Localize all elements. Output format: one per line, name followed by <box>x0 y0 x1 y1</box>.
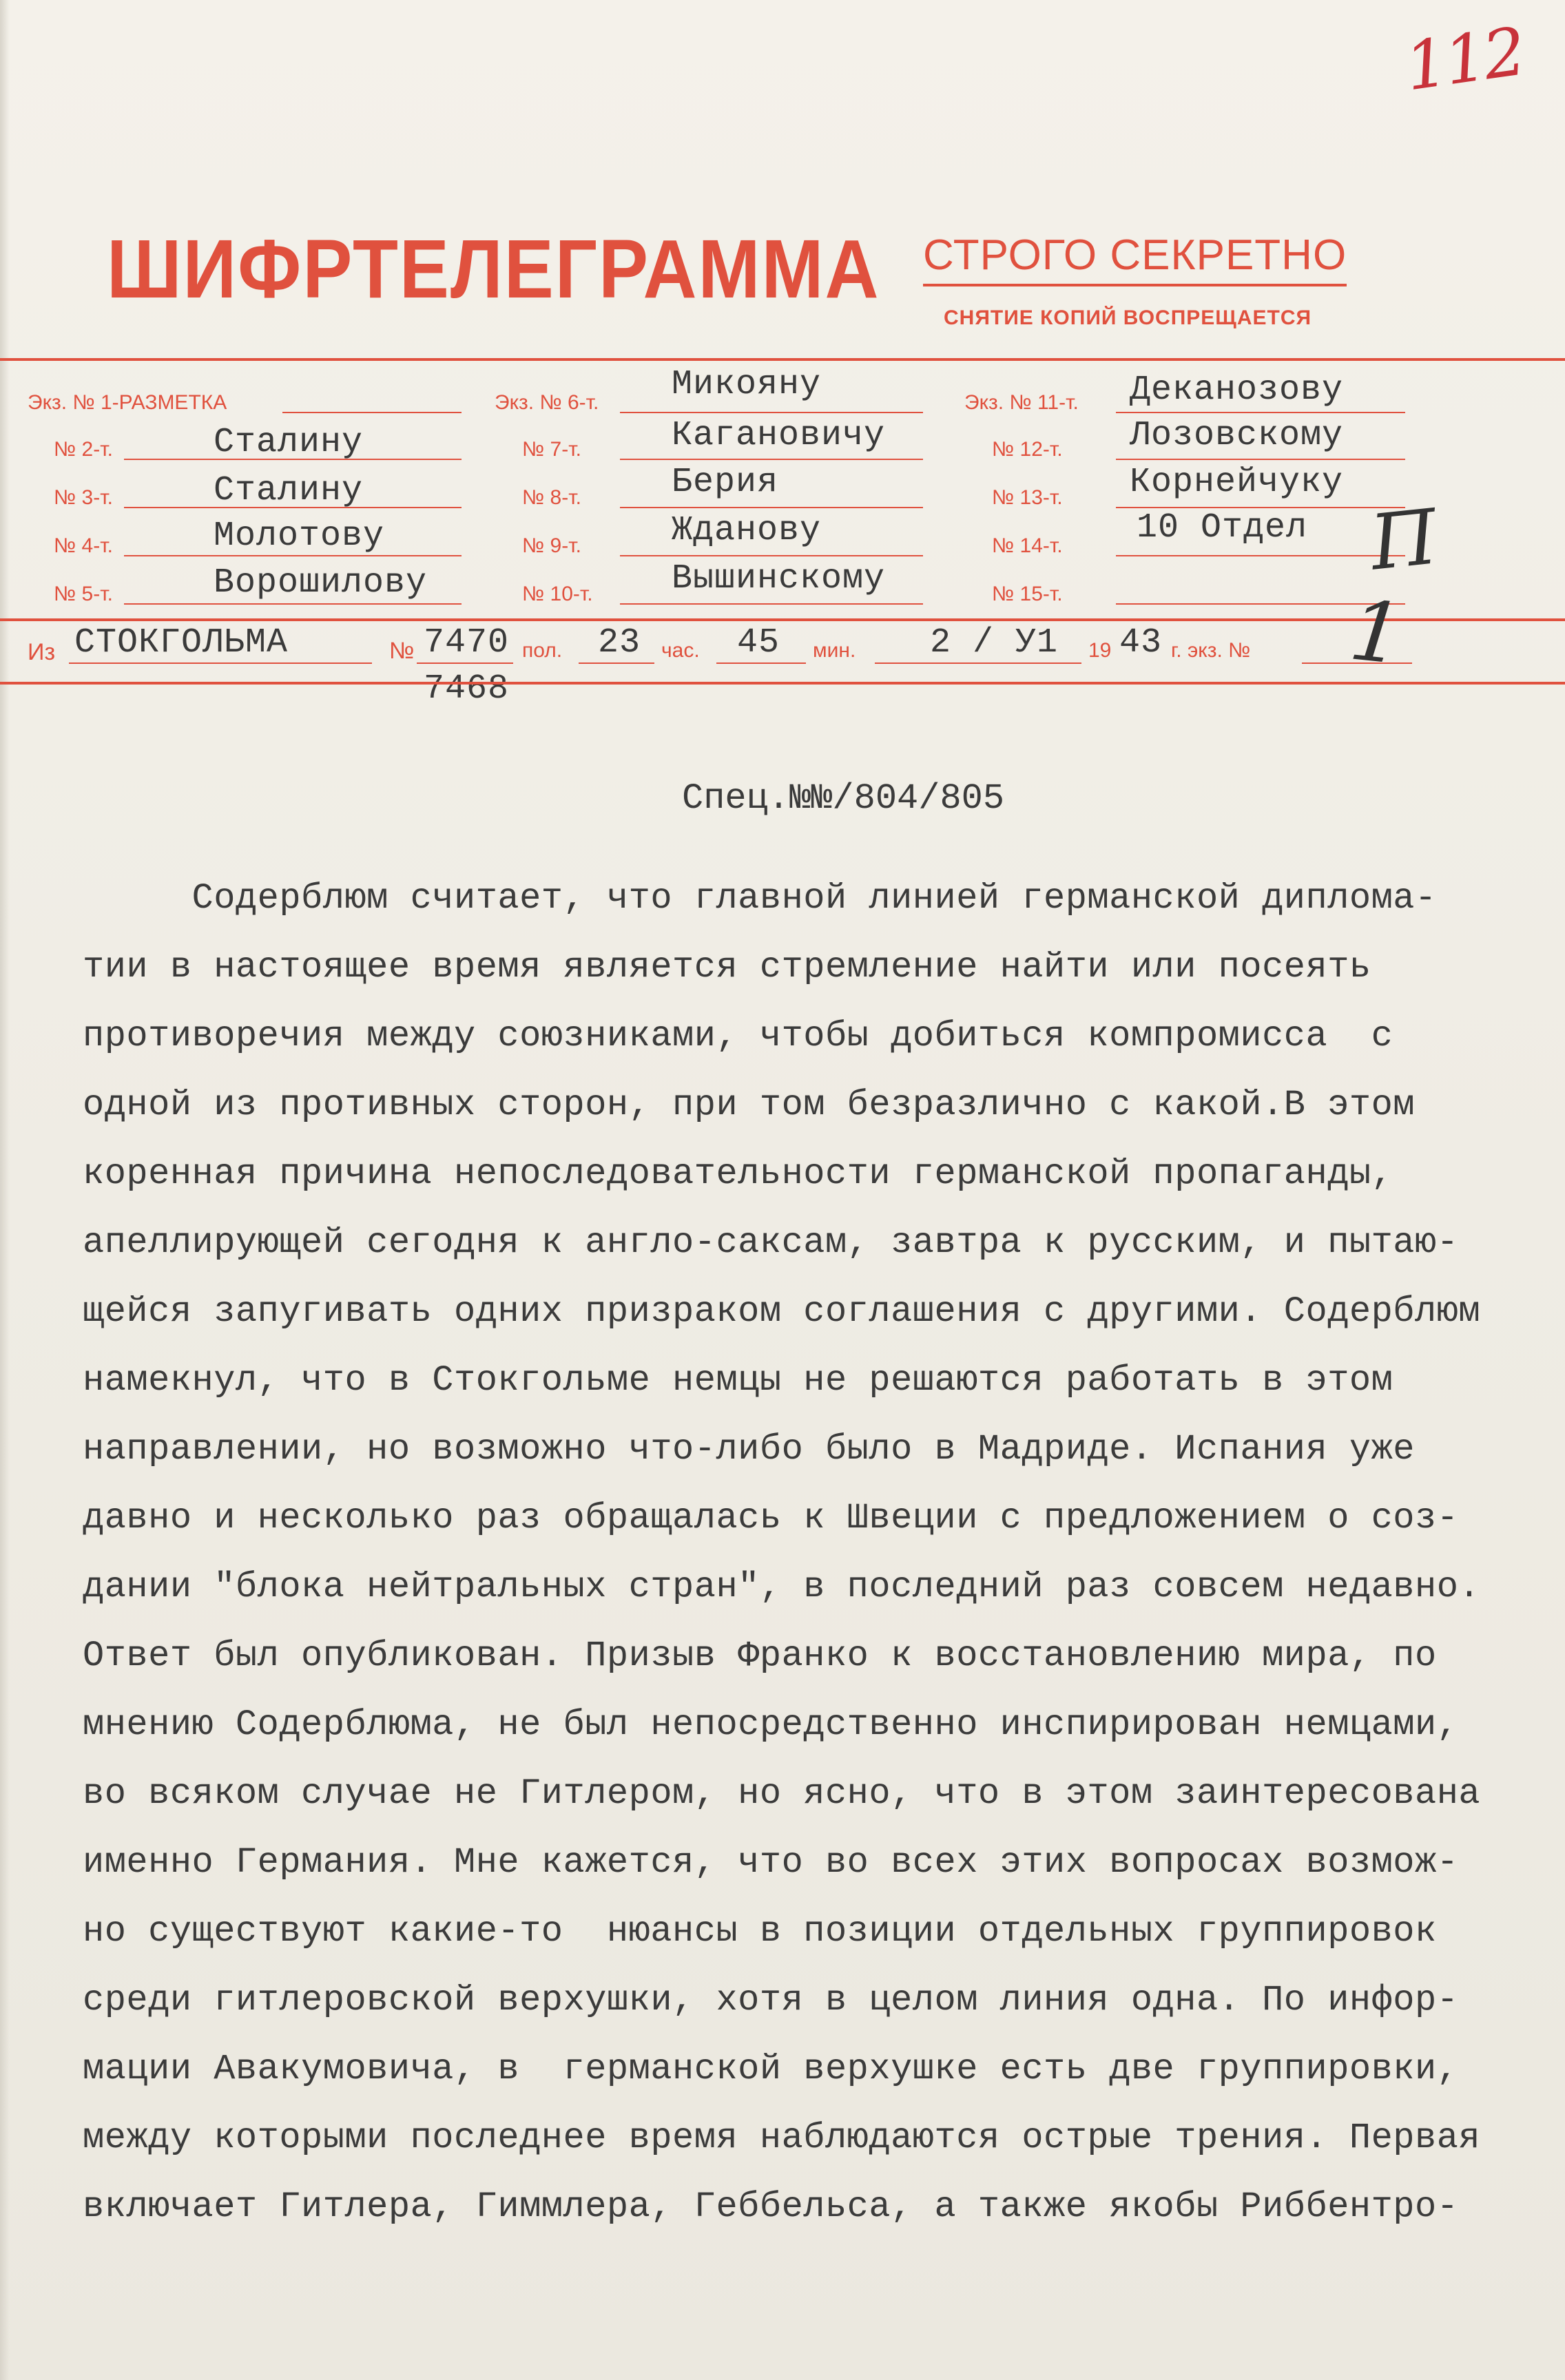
dist-recipient: Лозовскому <box>1130 416 1344 455</box>
from-label: Из <box>28 639 56 665</box>
dist-label: № 7-т. <box>522 438 581 461</box>
dist-underline <box>1116 412 1405 413</box>
classification-stamp: СТРОГО СЕКРЕТНО <box>923 231 1347 286</box>
body-line: дании "блока нейтральных стран", в последний раз совсем недавно. <box>83 1567 1481 1607</box>
dist-underline <box>124 507 462 508</box>
received-date: 2 / У1 <box>930 623 1059 662</box>
dist-recipient: Жданову <box>672 511 822 550</box>
minute-underline <box>716 662 806 664</box>
body-line: коренная причина непоследовательности германской пропаганды, <box>83 1154 1393 1194</box>
dist-underline <box>124 459 462 460</box>
dist-label: Экз. № 1-РАЗМЕТКА <box>28 391 227 414</box>
handwritten-mark: П <box>1366 492 1442 587</box>
body-line: противоречия между союзниками, чтобы добиться компромисса с <box>83 1016 1393 1056</box>
received-hour: 23 <box>598 623 641 662</box>
dist-underline <box>620 459 923 460</box>
body-line: направлении, но возможно что-либо было в Мадриде. Испания уже <box>83 1429 1416 1470</box>
dist-underline <box>1116 459 1405 460</box>
dist-underline <box>620 603 923 605</box>
body-line: включает Гитлера, Гиммлера, Геббельса, а также якобы Риббентро- <box>83 2186 1459 2227</box>
form-divider-middle <box>0 618 1565 621</box>
received-minute: 45 <box>737 623 780 662</box>
dist-underline <box>282 412 462 413</box>
dist-label: № 5-т. <box>54 583 113 605</box>
dist-recipient: Ворошилову <box>214 563 428 603</box>
dist-recipient: Деканозову <box>1130 370 1344 410</box>
page-edge-shadow <box>0 0 10 2380</box>
hour-underline <box>579 662 654 664</box>
dist-label: № 3-т. <box>54 486 113 509</box>
hour-label: час. <box>661 639 700 662</box>
dist-underline <box>1116 555 1405 556</box>
date-underline <box>875 662 1081 664</box>
dist-underline <box>124 555 462 556</box>
dist-recipient: Корнейчуку <box>1130 463 1344 502</box>
number-label: № <box>389 638 415 664</box>
year-prefix: 19 <box>1088 639 1112 662</box>
dist-underline <box>620 555 923 556</box>
dist-label: № 9-т. <box>522 534 581 557</box>
dist-label: № 13-т. <box>992 486 1063 509</box>
body-line: Ответ был опубликован. Призыв Франко к восстановлению мира, по <box>83 1636 1437 1676</box>
dist-recipient: Молотову <box>214 516 385 556</box>
copy-prohibition-notice: СНЯТИЕ КОПИЙ ВОСПРЕЩАЕТСЯ <box>944 306 1312 329</box>
spec-number-line: Спец.№№/804/805 <box>682 778 1005 819</box>
dist-label: Экз. № 6-т. <box>495 391 599 414</box>
dist-label: № 12-т. <box>992 438 1063 461</box>
dist-label: № 14-т. <box>992 534 1063 557</box>
dist-recipient: Вышинскому <box>672 559 886 598</box>
body-line: давно и несколько раз обращалась к Швеции с предложением о соз- <box>83 1498 1459 1538</box>
dist-recipient: Микояну <box>672 365 822 404</box>
dist-label: № 4-т. <box>54 534 113 557</box>
body-line: Содерблюм считает, что главной линией германской диплома- <box>83 878 1437 919</box>
dist-recipient: Кагановичу <box>672 416 886 455</box>
body-line: среди гитлеровской верхушки, хотя в целом линия одна. По инфор- <box>83 1980 1459 2021</box>
message-number: 7470 <box>424 623 510 662</box>
received-year: 43 <box>1119 623 1163 662</box>
dist-recipient: 10 Отдел <box>1137 508 1308 547</box>
minute-label: мин. <box>813 639 856 662</box>
dist-label: № 2-т. <box>54 438 113 461</box>
dist-underline <box>124 603 462 605</box>
body-line: одной из противных сторон, при том безразлично с какой.В этом <box>83 1085 1416 1125</box>
dist-label: № 10-т. <box>522 583 593 605</box>
dist-label: № 15-т. <box>992 583 1063 605</box>
copy-number-handwritten: 1 <box>1345 583 1408 684</box>
form-title: ШИФРТЕЛЕГРАММА <box>107 222 880 315</box>
dist-label: Экз. № 11-т. <box>964 391 1079 414</box>
dist-recipient: Сталину <box>214 423 364 462</box>
dist-label: № 8-т. <box>522 486 581 509</box>
body-line: но существуют какие-то нюансы в позиции отдельных группировок <box>83 1911 1437 1952</box>
body-line: именно Германия. Мне кажется, что во всех этих вопросах возмож- <box>83 1842 1459 1883</box>
form-divider-bottom <box>0 682 1565 685</box>
body-line: мнению Содерблюма, не был непосредственно инспирирован немцами, <box>83 1704 1459 1745</box>
body-line: намекнул, что в Стокгольме немцы не решаются работать в этом <box>83 1360 1393 1401</box>
telegram-body <box>83 864 1502 2242</box>
dist-underline <box>620 507 923 508</box>
form-divider-top <box>0 358 1565 361</box>
dist-recipient: Берия <box>672 463 779 502</box>
body-line: тии в настоящее время является стремление найти или посеять <box>83 947 1371 988</box>
folio-number: 112 <box>1400 12 1528 106</box>
body-line: между которыми последнее время наблюдаются острые трения. Первая <box>83 2118 1481 2158</box>
from-city: СТОКГОЛЬМА <box>74 623 289 662</box>
body-line: во всяком случае не Гитлером, но ясно, что в этом заинтересована <box>83 1773 1481 1814</box>
dist-underline <box>620 412 923 413</box>
from-underline <box>69 662 372 664</box>
year-copy-label: г. экз. № <box>1171 639 1251 662</box>
received-label: пол. <box>522 639 563 662</box>
body-line: апеллирующей сегодня к англо-саксам, завтра к русским, и пытаю- <box>83 1222 1459 1263</box>
message-number-secondary: 7468 <box>424 669 510 709</box>
dist-recipient: Сталину <box>214 471 364 510</box>
number-underline <box>417 662 513 664</box>
body-line: щейся запугивать одних призраком соглашения с другими. Содерблюм <box>83 1291 1481 1332</box>
body-line: мации Авакумовича, в германской верхушке есть две группировки, <box>83 2049 1459 2089</box>
